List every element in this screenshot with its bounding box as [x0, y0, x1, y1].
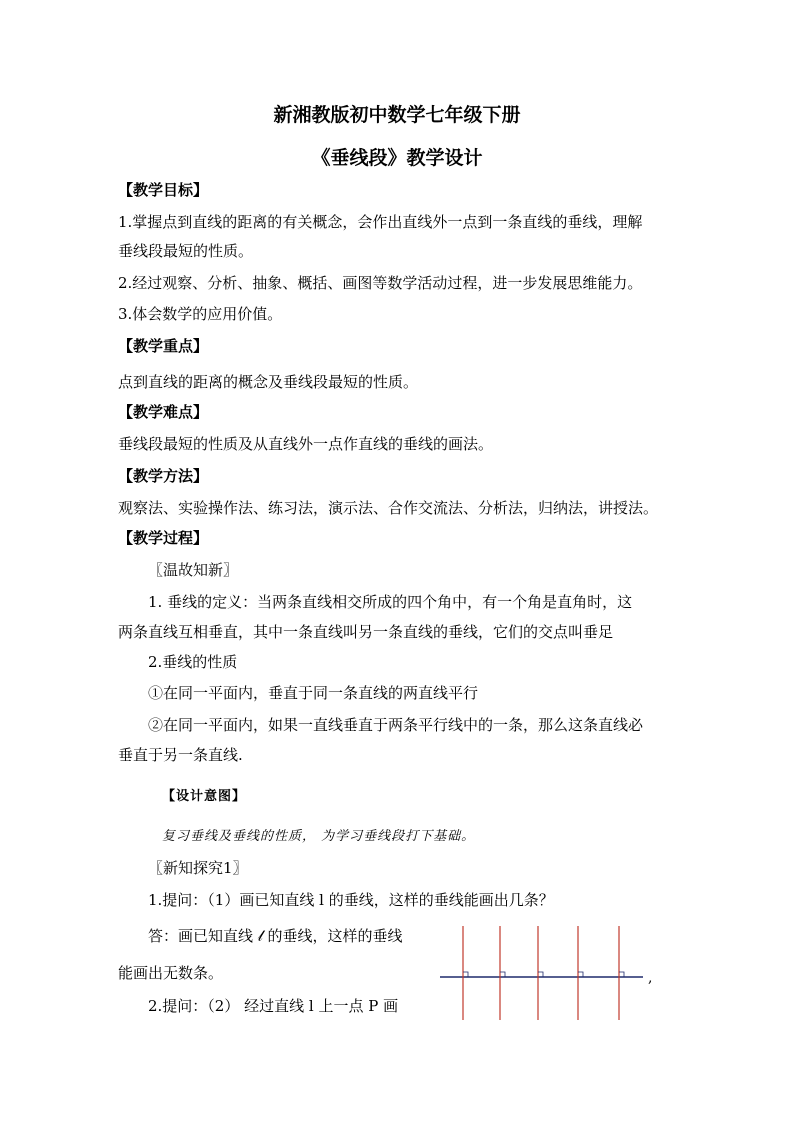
property-title: 2.垂线的性质: [148, 653, 238, 671]
answer-1-line-b: 能画出无数条。: [118, 964, 224, 982]
question-2: 2.提问：（2） 经过直线 l 上一点 P 画: [148, 997, 399, 1015]
difficulty-heading: 【教学难点】: [118, 403, 209, 421]
document-subtitle: 《垂线段》教学设计: [311, 147, 483, 169]
definition-line-a: 1. 垂线的定义：当两条直线相交所成的四个角中，有一个角是直角时，这: [148, 593, 633, 611]
objective-3: 3.体会数学的应用价值。: [118, 305, 283, 323]
design-intent-text: 复习垂线及垂线的性质， 为学习垂线段打下基础。: [162, 829, 476, 844]
document-title: 新湘教版初中数学七年级下册: [273, 104, 521, 126]
key-point-text: 点到直线的距离的概念及垂线段最短的性质。: [118, 373, 419, 391]
question-1: 1.提问：（1）画已知直线 l 的垂线，这样的垂线能画出几条？: [148, 891, 554, 909]
objective-1-line-a: 1.掌握点到直线的距离的有关概念，会作出直线外一点到一条直线的垂线，理解: [118, 213, 643, 231]
key-point-heading: 【教学重点】: [118, 337, 209, 355]
property-2-line-b: 垂直于另一条直线.: [118, 746, 243, 764]
design-intent-heading: 【设计意图】: [162, 789, 247, 804]
property-1: ①在同一平面内，垂直于同一条直线的两直线平行: [148, 684, 479, 702]
definition-line-b: 两条直线互相垂直，其中一条直线叫另一条直线的垂线，它们的交点叫垂足: [118, 623, 614, 641]
property-2-line-a: ②在同一平面内，如果一直线垂直于两条平行线中的一条，那么这条直线必: [148, 716, 644, 734]
explore-title: 〖新知探究1〗: [148, 859, 248, 877]
difficulty-text: 垂线段最短的性质及从直线外一点作直线的垂线的画法。: [118, 435, 494, 453]
method-heading: 【教学方法】: [118, 467, 209, 485]
diagram-comma: ,: [648, 970, 653, 986]
review-title: 〖温故知新〗: [148, 561, 239, 579]
perpendicular-lines-diagram: [438, 920, 668, 1030]
method-text: 观察法、实验操作法、练习法，演示法、合作交流法、分析法，归纳法，讲授法。: [118, 499, 659, 517]
answer-1-line-a: 答：画已知直线 𝓁 的垂线，这样的垂线: [148, 927, 403, 945]
objective-2: 2.经过观察、分析、抽象、概括、画图等数学活动过程，进一步发展思维能力。: [118, 274, 643, 292]
process-heading: 【教学过程】: [118, 529, 209, 547]
objective-1-line-b: 垂线段最短的性质。: [118, 242, 254, 260]
objectives-heading: 【教学目标】: [118, 181, 209, 199]
